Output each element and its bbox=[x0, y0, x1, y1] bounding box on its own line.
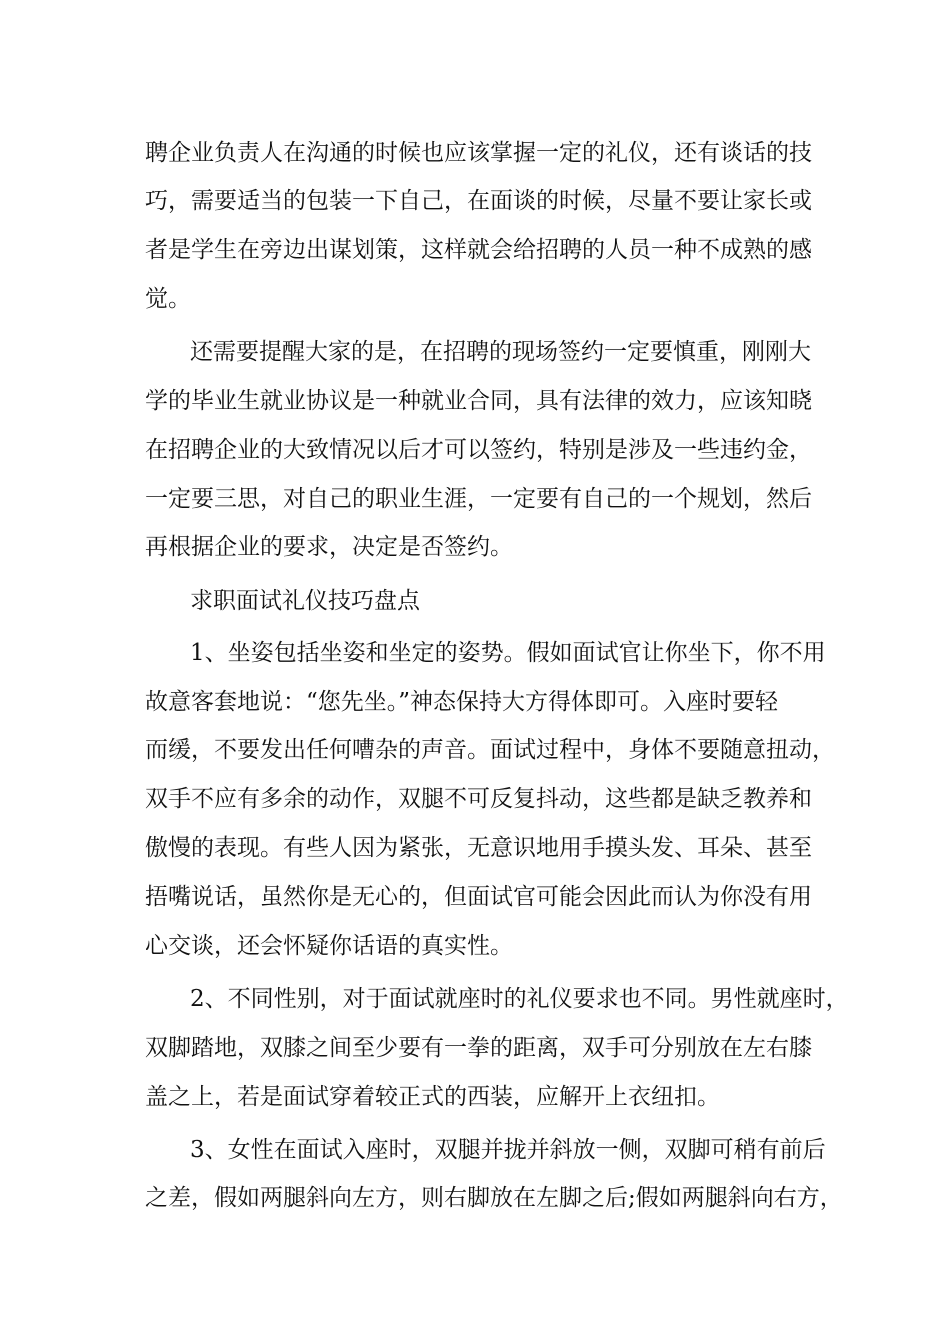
text-line: 双手不应有多余的动作，双腿不可反复抖动，这些都是缺乏教养和 bbox=[145, 786, 812, 812]
text-line: 还需要提醒大家的是，在招聘的现场签约一定要慎重，刚刚大 bbox=[190, 339, 811, 365]
text-line: 学的毕业生就业协议是一种就业合同，具有法律的效力，应该知晓 bbox=[145, 388, 812, 414]
text-line: 聘企业负责人在沟通的时候也应该掌握一定的礼仪，还有谈话的技 bbox=[145, 140, 812, 166]
text-line: 1、坐姿包括坐姿和坐定的姿势。假如面试官让你坐下，你不用 bbox=[190, 640, 826, 666]
section-heading: 求职面试礼仪技巧盘点 bbox=[190, 588, 420, 614]
text-line: 3、女性在面试入座时，双腿并拢并斜放一侧，双脚可稍有前后 bbox=[190, 1137, 826, 1163]
text-line: 之差，假如两腿斜向左方，则右脚放在左脚之后;假如两腿斜向右方， bbox=[145, 1185, 843, 1211]
text-line: 者是学生在旁边出谋划策，这样就会给招聘的人员一种不成熟的感 bbox=[145, 237, 812, 263]
text-line: 傲慢的表现。有些人因为紧张，无意识地用手摸头发、耳朵、甚至 bbox=[145, 835, 812, 861]
text-line: 捂嘴说话，虽然你是无心的，但面试官可能会因此而认为你没有用 bbox=[145, 884, 812, 910]
text-line: 盖之上，若是面试穿着较正式的西装，应解开上衣纽扣。 bbox=[145, 1084, 720, 1110]
text-line: 2、不同性别，对于面试就座时的礼仪要求也不同。男性就座时， bbox=[190, 986, 849, 1012]
text-line: 巧，需要适当的包装一下自己，在面谈的时候，尽量不要让家长或 bbox=[145, 188, 812, 214]
text-line: 觉。 bbox=[145, 286, 191, 312]
text-line: 在招聘企业的大致情况以后才可以签约，特别是涉及一些违约金， bbox=[145, 437, 812, 463]
text-line: 双脚踏地，双膝之间至少要有一拳的距离，双手可分别放在左右膝 bbox=[145, 1035, 812, 1061]
text-line: 故意客套地说：“您先坐。”神态保持大方得体即可。入座时要轻 bbox=[145, 689, 779, 715]
text-line: 再根据企业的要求，决定是否签约。 bbox=[145, 534, 513, 560]
text-line: 一定要三思，对自己的职业生涯，一定要有自己的一个规划，然后 bbox=[145, 486, 812, 512]
text-line: 心交谈，还会怀疑你话语的真实性。 bbox=[145, 933, 513, 959]
text-line: 而缓，不要发出任何嘈杂的声音。面试过程中，身体不要随意扭动， bbox=[145, 737, 835, 763]
